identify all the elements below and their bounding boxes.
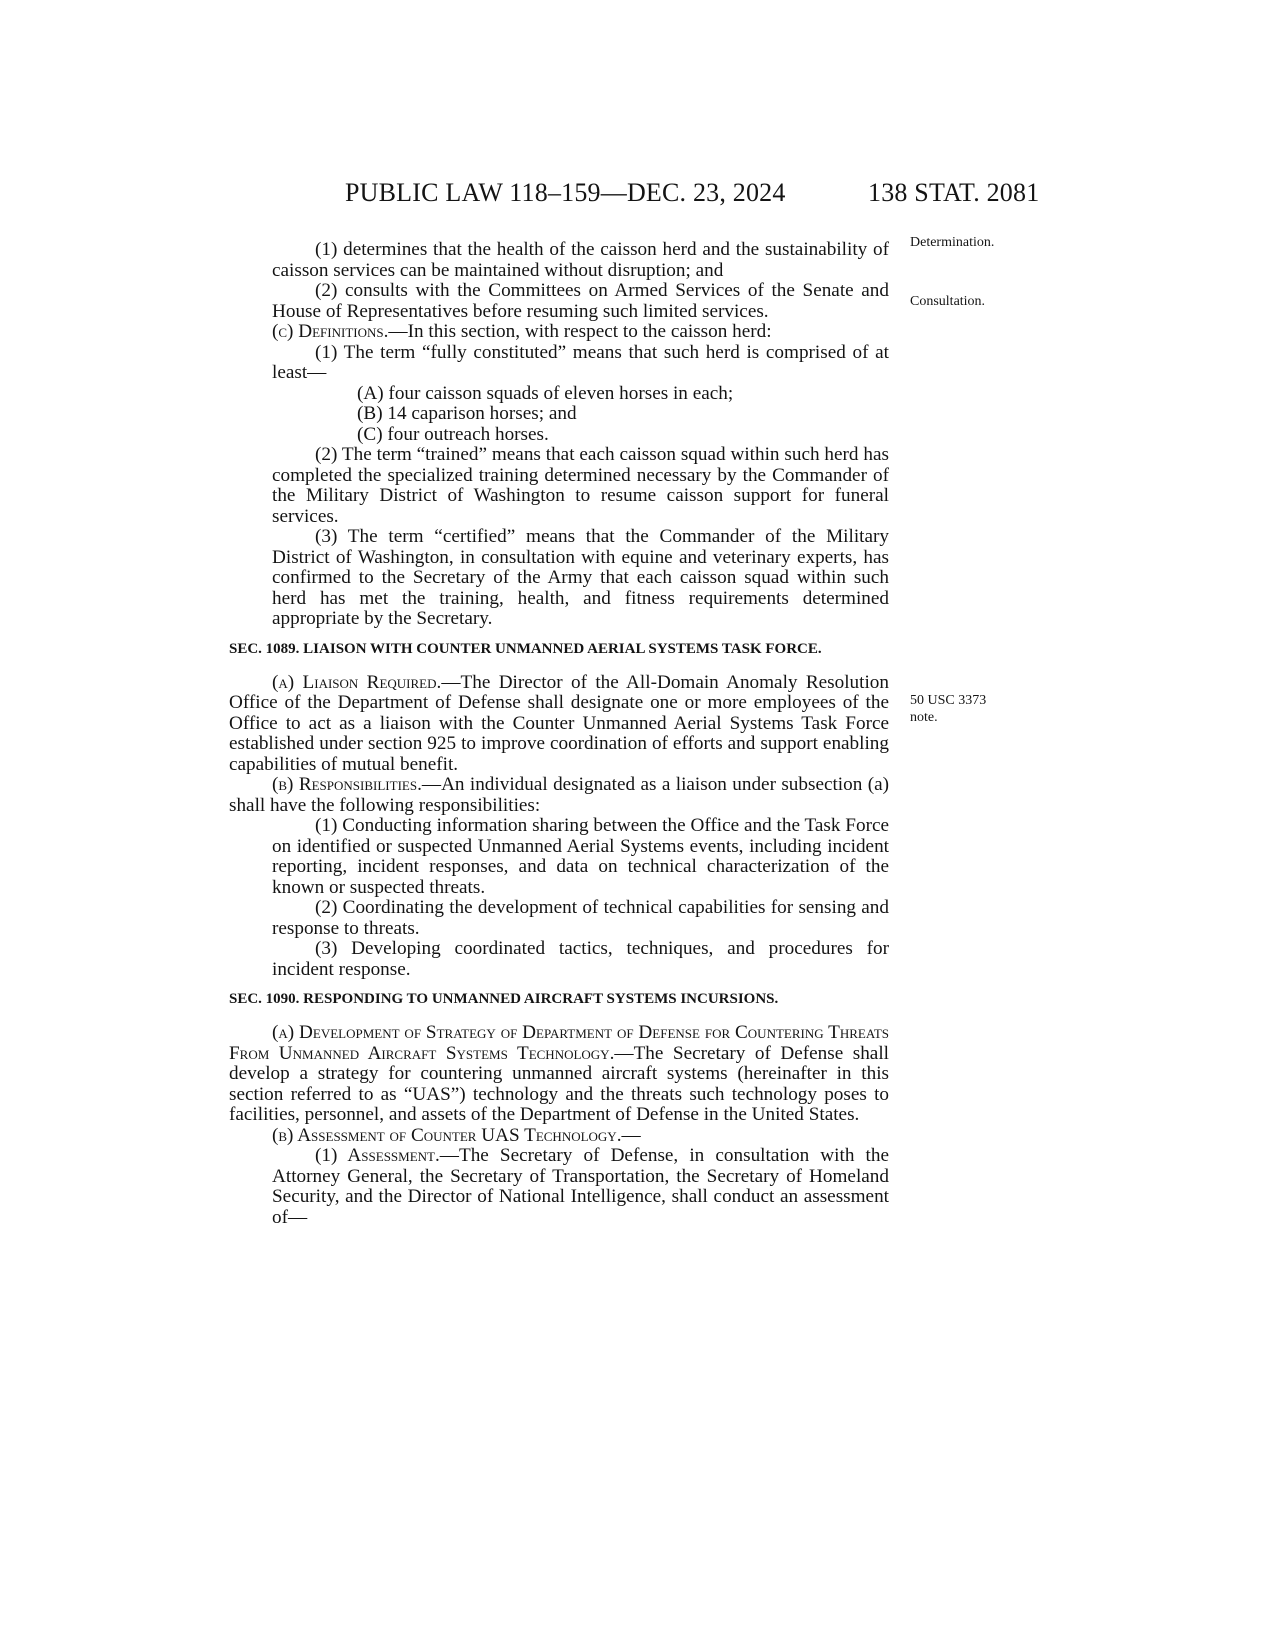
assessment-1-heading: (1) Assessment. bbox=[315, 1145, 440, 1166]
section-1089-b-text: —An individual designated as a liaison under subsection (a) shall have the following responsibilities: bbox=[229, 774, 889, 816]
responsibility-1: (1) Conducting information sharing between the Office and the Task Force on identified or suspected Unmanned Aerial Systems events, including incident reporting, incident responses, and data on technical characterization of the known or suspected threats. bbox=[272, 815, 889, 898]
margin-note-usc bbox=[910, 692, 986, 726]
paragraph-b1: (1) determines that the health of the caisson herd and the sustainability of caisson services can be maintained without disruption; and bbox=[272, 239, 889, 281]
margin-note-determination: Determination. bbox=[910, 235, 995, 250]
assessment-group bbox=[229, 1146, 889, 1228]
definition-1: (1) The term “fully constituted” means that such herd is comprised of at least— bbox=[272, 341, 889, 383]
section-1089-b-heading: (b) Responsibilities. bbox=[272, 774, 422, 795]
definition-1-items bbox=[272, 384, 889, 446]
paragraph-group-b bbox=[229, 240, 889, 322]
definition-1-item-b: (B) 14 caparison horses; and bbox=[357, 403, 577, 424]
subsection-c-heading: (c) Definitions. bbox=[272, 321, 389, 342]
subsection-c bbox=[229, 322, 889, 343]
responsibilities-group bbox=[229, 816, 889, 980]
assessment-1-text: —The Secretary of Defense, in consultation with the Attorney General, the Secretary of Transportation, the Secretary of Homeland Security, and the Director of National Intelligence, shall conduct an assessment of— bbox=[272, 1145, 889, 1228]
definition-3: (3) The term “certified” means that the Commander of the Military District of Washington, in consultation with equine and veterinary experts, has confirmed to the Secretary of the Army that each caisson squad within such herd has met the training, health, and fitness requirements determined appropriate by the Secretary. bbox=[272, 526, 889, 629]
margin-note-usc-line1: 50 USC 3373 bbox=[910, 693, 987, 708]
margin-note-consultation: Consultation. bbox=[910, 294, 986, 309]
running-header-right: 138 STAT. 2081 bbox=[868, 178, 1040, 207]
section-1089-heading: SEC. 1089. LIAISON WITH COUNTER UNMANNED AERIAL SYSTEMS TASK FORCE. bbox=[229, 640, 822, 657]
definition-1-item-c: (C) four outreach horses. bbox=[357, 423, 549, 445]
subsection-c-text: —In this section, with respect to the caisson herd: bbox=[388, 321, 772, 342]
section-1090-b-heading: (b) Assessment of Counter UAS Technology. bbox=[272, 1124, 622, 1146]
section-1089-a-heading: (a) Liaison Required. bbox=[272, 671, 442, 693]
section-1090-a-heading: (a) Development of Strategy of Department of Defense for Countering Threats From Unmanned Aircraft Systems Technology. bbox=[229, 1022, 889, 1064]
section-1089-subsection-b bbox=[229, 775, 889, 816]
assessment-1 bbox=[272, 1146, 889, 1228]
definition-1-item-a: (A) four caisson squads of eleven horses in each; bbox=[357, 382, 734, 404]
responsibility-2: (2) Coordinating the development of technical capabilities for sensing and response to threats. bbox=[272, 897, 889, 939]
section-1090-b-text: — bbox=[621, 1124, 641, 1146]
definitions-group bbox=[229, 343, 889, 630]
section-1090-heading: SEC. 1090. RESPONDING TO UNMANNED AIRCRAFT SYSTEMS INCURSIONS. bbox=[229, 991, 779, 1007]
section-1090-a-text: —The Secretary of Defense shall develop a strategy for countering unmanned aircraft systems (hereinafter in this section referred to as “UAS”) technology and the threats such technology poses to facilities, personnel, and assets of the Department of Defense in the United States. bbox=[229, 1042, 889, 1125]
margin-note-usc-line2: note. bbox=[910, 710, 938, 725]
definition-2: (2) The term “trained” means that each caisson squad within such herd has completed the specialized training determined necessary by the Commander of the Military District of Washington to resume caisson support for funeral services. bbox=[272, 444, 889, 527]
body-text-column bbox=[229, 240, 889, 1228]
paragraph-b2: (2) consults with the Committees on Armed Services of the Senate and House of Representatives before resuming such limited services. bbox=[272, 280, 889, 322]
section-1089-subsection-a bbox=[229, 673, 889, 776]
section-1089-a-text: —The Director of the All-Domain Anomaly Resolution Office of the Department of Defense shall designate one or more employees of the Office to act as a liaison with the Counter Unmanned Aerial Systems Task Force established under section 925 to improve coordination of efforts and support enabling capabilities of mutual benefit. bbox=[229, 671, 889, 775]
responsibility-3: (3) Developing coordinated tactics, techniques, and procedures for incident response. bbox=[272, 938, 889, 980]
section-1090-subsection-a bbox=[229, 1023, 889, 1126]
section-1090-subsection-b bbox=[229, 1126, 889, 1147]
running-header-left: PUBLIC LAW 118–159—DEC. 23, 2024 bbox=[345, 178, 786, 207]
